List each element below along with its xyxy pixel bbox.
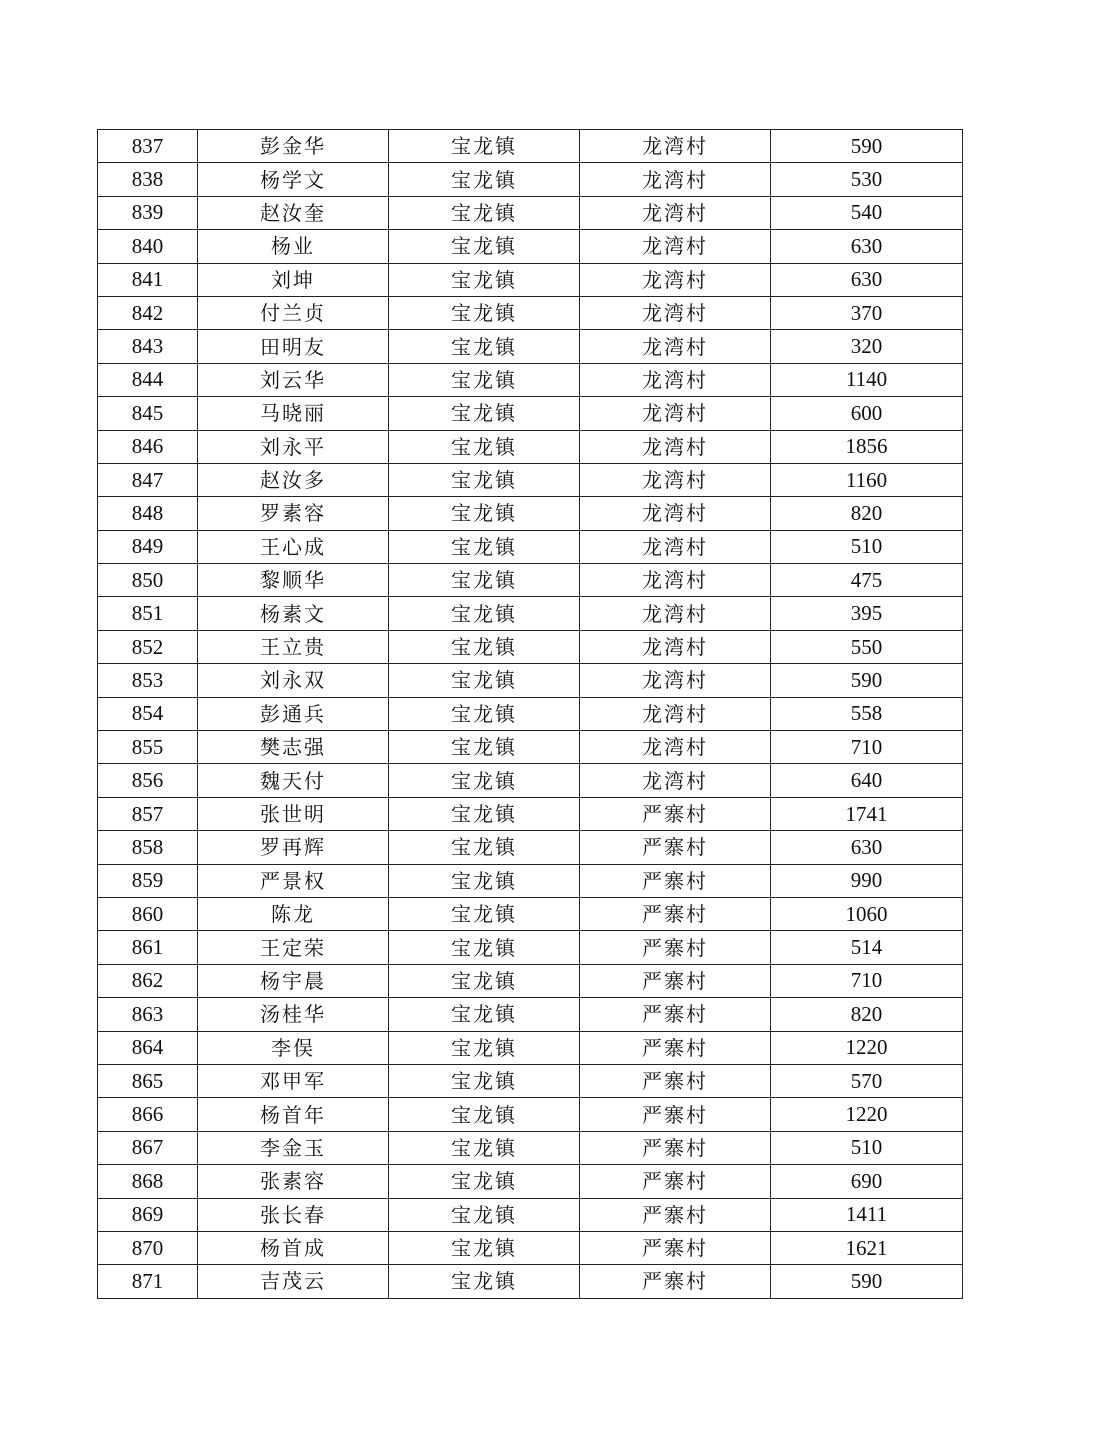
amount-cell: 630: [771, 230, 963, 263]
name-cell: 陈龙: [198, 897, 389, 930]
town-cell: 宝龙镇: [389, 864, 580, 897]
village-cell: 龙湾村: [580, 497, 771, 530]
row-number-cell: 839: [98, 196, 198, 229]
town-cell: 宝龙镇: [389, 1031, 580, 1064]
village-cell: 龙湾村: [580, 130, 771, 163]
name-cell: 张世明: [198, 797, 389, 830]
town-cell: 宝龙镇: [389, 564, 580, 597]
name-cell: 杨首成: [198, 1231, 389, 1264]
town-cell: 宝龙镇: [389, 1064, 580, 1097]
amount-cell: 510: [771, 530, 963, 563]
name-cell: 刘永双: [198, 664, 389, 697]
town-cell: 宝龙镇: [389, 430, 580, 463]
amount-cell: 510: [771, 1131, 963, 1164]
amount-cell: 820: [771, 497, 963, 530]
amount-cell: 630: [771, 831, 963, 864]
town-cell: 宝龙镇: [389, 1098, 580, 1131]
table-row: [98, 1198, 963, 1231]
amount-cell: 514: [771, 931, 963, 964]
table-row: [98, 1131, 963, 1164]
town-cell: 宝龙镇: [389, 1265, 580, 1298]
village-cell: 龙湾村: [580, 263, 771, 296]
table-row: [98, 1165, 963, 1198]
village-cell: 严寨村: [580, 1198, 771, 1231]
amount-cell: 710: [771, 731, 963, 764]
village-cell: 龙湾村: [580, 397, 771, 430]
amount-cell: 640: [771, 764, 963, 797]
town-cell: 宝龙镇: [389, 1231, 580, 1264]
row-number-cell: 861: [98, 931, 198, 964]
name-cell: 邓甲军: [198, 1064, 389, 1097]
town-cell: 宝龙镇: [389, 263, 580, 296]
village-cell: 严寨村: [580, 1165, 771, 1198]
table-row: [98, 797, 963, 830]
table-row: [98, 1098, 963, 1131]
table-row: [98, 764, 963, 797]
town-cell: 宝龙镇: [389, 697, 580, 730]
name-cell: 李金玉: [198, 1131, 389, 1164]
row-number-cell: 865: [98, 1064, 198, 1097]
name-cell: 黎顺华: [198, 564, 389, 597]
amount-cell: 1140: [771, 363, 963, 396]
amount-cell: 990: [771, 864, 963, 897]
row-number-cell: 842: [98, 296, 198, 329]
table-row: [98, 998, 963, 1031]
town-cell: 宝龙镇: [389, 463, 580, 496]
amount-cell: 1060: [771, 897, 963, 930]
town-cell: 宝龙镇: [389, 230, 580, 263]
village-cell: 龙湾村: [580, 330, 771, 363]
amount-cell: 1160: [771, 463, 963, 496]
name-cell: 田明友: [198, 330, 389, 363]
name-cell: 樊志强: [198, 731, 389, 764]
row-number-cell: 837: [98, 130, 198, 163]
table-row: [98, 430, 963, 463]
town-cell: 宝龙镇: [389, 931, 580, 964]
town-cell: 宝龙镇: [389, 998, 580, 1031]
row-number-cell: 862: [98, 964, 198, 997]
table-row: [98, 530, 963, 563]
amount-cell: 1411: [771, 1198, 963, 1231]
name-cell: 张长春: [198, 1198, 389, 1231]
row-number-cell: 855: [98, 731, 198, 764]
row-number-cell: 848: [98, 497, 198, 530]
table-row: [98, 463, 963, 496]
table-row: [98, 697, 963, 730]
table-row: [98, 263, 963, 296]
name-cell: 杨素文: [198, 597, 389, 630]
row-number-cell: 860: [98, 897, 198, 930]
name-cell: 杨宇晨: [198, 964, 389, 997]
name-cell: 马晓丽: [198, 397, 389, 430]
table-row: [98, 1031, 963, 1064]
village-cell: 龙湾村: [580, 764, 771, 797]
amount-cell: 370: [771, 296, 963, 329]
amount-cell: 1220: [771, 1031, 963, 1064]
village-cell: 龙湾村: [580, 163, 771, 196]
row-number-cell: 871: [98, 1265, 198, 1298]
table-row: [98, 964, 963, 997]
table-row: [98, 664, 963, 697]
village-cell: 龙湾村: [580, 664, 771, 697]
name-cell: 魏天付: [198, 764, 389, 797]
town-cell: 宝龙镇: [389, 597, 580, 630]
village-cell: 龙湾村: [580, 463, 771, 496]
village-cell: 龙湾村: [580, 564, 771, 597]
town-cell: 宝龙镇: [389, 163, 580, 196]
table-row: [98, 864, 963, 897]
table-row: [98, 363, 963, 396]
name-cell: 刘永平: [198, 430, 389, 463]
row-number-cell: 843: [98, 330, 198, 363]
amount-cell: 1220: [771, 1098, 963, 1131]
row-number-cell: 838: [98, 163, 198, 196]
town-cell: 宝龙镇: [389, 797, 580, 830]
table-row: [98, 831, 963, 864]
name-cell: 赵汝多: [198, 463, 389, 496]
name-cell: 杨学文: [198, 163, 389, 196]
table-row: [98, 196, 963, 229]
name-cell: 王心成: [198, 530, 389, 563]
row-number-cell: 846: [98, 430, 198, 463]
amount-cell: 590: [771, 1265, 963, 1298]
town-cell: 宝龙镇: [389, 1131, 580, 1164]
village-cell: 龙湾村: [580, 296, 771, 329]
row-number-cell: 863: [98, 998, 198, 1031]
amount-cell: 1621: [771, 1231, 963, 1264]
table-row: [98, 330, 963, 363]
village-cell: 龙湾村: [580, 731, 771, 764]
name-cell: 王立贵: [198, 630, 389, 663]
row-number-cell: 852: [98, 630, 198, 663]
town-cell: 宝龙镇: [389, 397, 580, 430]
town-cell: 宝龙镇: [389, 296, 580, 329]
table-row: [98, 1064, 963, 1097]
amount-cell: 820: [771, 998, 963, 1031]
village-cell: 严寨村: [580, 998, 771, 1031]
amount-cell: 475: [771, 564, 963, 597]
table-row: [98, 397, 963, 430]
row-number-cell: 859: [98, 864, 198, 897]
name-cell: 罗再辉: [198, 831, 389, 864]
row-number-cell: 866: [98, 1098, 198, 1131]
table-row: [98, 1265, 963, 1298]
row-number-cell: 869: [98, 1198, 198, 1231]
name-cell: 付兰贞: [198, 296, 389, 329]
amount-cell: 570: [771, 1064, 963, 1097]
row-number-cell: 867: [98, 1131, 198, 1164]
name-cell: 杨业: [198, 230, 389, 263]
table-row: [98, 731, 963, 764]
table-row: [98, 130, 963, 163]
row-number-cell: 864: [98, 1031, 198, 1064]
name-cell: 汤桂华: [198, 998, 389, 1031]
table-row: [98, 630, 963, 663]
village-cell: 严寨村: [580, 1131, 771, 1164]
row-number-cell: 853: [98, 664, 198, 697]
table-row: [98, 497, 963, 530]
town-cell: 宝龙镇: [389, 1165, 580, 1198]
amount-cell: 395: [771, 597, 963, 630]
table-row: [98, 597, 963, 630]
village-cell: 龙湾村: [580, 430, 771, 463]
amount-cell: 630: [771, 263, 963, 296]
row-number-cell: 858: [98, 831, 198, 864]
village-cell: 龙湾村: [580, 363, 771, 396]
village-cell: 严寨村: [580, 1031, 771, 1064]
row-number-cell: 851: [98, 597, 198, 630]
amount-cell: 540: [771, 196, 963, 229]
name-cell: 杨首年: [198, 1098, 389, 1131]
town-cell: 宝龙镇: [389, 363, 580, 396]
amount-cell: 690: [771, 1165, 963, 1198]
village-cell: 严寨村: [580, 1098, 771, 1131]
village-cell: 龙湾村: [580, 597, 771, 630]
town-cell: 宝龙镇: [389, 964, 580, 997]
town-cell: 宝龙镇: [389, 664, 580, 697]
row-number-cell: 840: [98, 230, 198, 263]
name-cell: 李俣: [198, 1031, 389, 1064]
amount-cell: 550: [771, 630, 963, 663]
amount-cell: 530: [771, 163, 963, 196]
village-cell: 严寨村: [580, 864, 771, 897]
town-cell: 宝龙镇: [389, 831, 580, 864]
name-cell: 严景权: [198, 864, 389, 897]
amount-cell: 1741: [771, 797, 963, 830]
table-row: [98, 230, 963, 263]
name-cell: 张素容: [198, 1165, 389, 1198]
town-cell: 宝龙镇: [389, 764, 580, 797]
row-number-cell: 844: [98, 363, 198, 396]
village-cell: 严寨村: [580, 964, 771, 997]
name-cell: 彭金华: [198, 130, 389, 163]
amount-cell: 710: [771, 964, 963, 997]
village-cell: 严寨村: [580, 831, 771, 864]
table-row: [98, 564, 963, 597]
village-cell: 龙湾村: [580, 697, 771, 730]
village-cell: 龙湾村: [580, 530, 771, 563]
name-cell: 吉茂云: [198, 1265, 389, 1298]
name-cell: 赵汝奎: [198, 196, 389, 229]
village-cell: 严寨村: [580, 1265, 771, 1298]
village-cell: 严寨村: [580, 931, 771, 964]
row-number-cell: 850: [98, 564, 198, 597]
table-body: [98, 130, 963, 1299]
row-number-cell: 857: [98, 797, 198, 830]
amount-cell: 590: [771, 664, 963, 697]
table-row: [98, 163, 963, 196]
table-row: [98, 897, 963, 930]
town-cell: 宝龙镇: [389, 1198, 580, 1231]
row-number-cell: 841: [98, 263, 198, 296]
data-table: [97, 129, 963, 1299]
row-number-cell: 870: [98, 1231, 198, 1264]
row-number-cell: 849: [98, 530, 198, 563]
town-cell: 宝龙镇: [389, 330, 580, 363]
amount-cell: 1856: [771, 430, 963, 463]
town-cell: 宝龙镇: [389, 196, 580, 229]
town-cell: 宝龙镇: [389, 530, 580, 563]
town-cell: 宝龙镇: [389, 130, 580, 163]
table-row: [98, 1231, 963, 1264]
amount-cell: 590: [771, 130, 963, 163]
row-number-cell: 847: [98, 463, 198, 496]
village-cell: 龙湾村: [580, 630, 771, 663]
table-row: [98, 296, 963, 329]
village-cell: 龙湾村: [580, 230, 771, 263]
name-cell: 刘坤: [198, 263, 389, 296]
town-cell: 宝龙镇: [389, 897, 580, 930]
village-cell: 严寨村: [580, 797, 771, 830]
row-number-cell: 856: [98, 764, 198, 797]
row-number-cell: 868: [98, 1165, 198, 1198]
name-cell: 彭通兵: [198, 697, 389, 730]
name-cell: 王定荣: [198, 931, 389, 964]
amount-cell: 600: [771, 397, 963, 430]
name-cell: 刘云华: [198, 363, 389, 396]
town-cell: 宝龙镇: [389, 630, 580, 663]
village-cell: 严寨村: [580, 1231, 771, 1264]
amount-cell: 320: [771, 330, 963, 363]
table-row: [98, 931, 963, 964]
name-cell: 罗素容: [198, 497, 389, 530]
row-number-cell: 845: [98, 397, 198, 430]
row-number-cell: 854: [98, 697, 198, 730]
village-cell: 严寨村: [580, 1064, 771, 1097]
town-cell: 宝龙镇: [389, 731, 580, 764]
amount-cell: 558: [771, 697, 963, 730]
village-cell: 严寨村: [580, 897, 771, 930]
village-cell: 龙湾村: [580, 196, 771, 229]
town-cell: 宝龙镇: [389, 497, 580, 530]
